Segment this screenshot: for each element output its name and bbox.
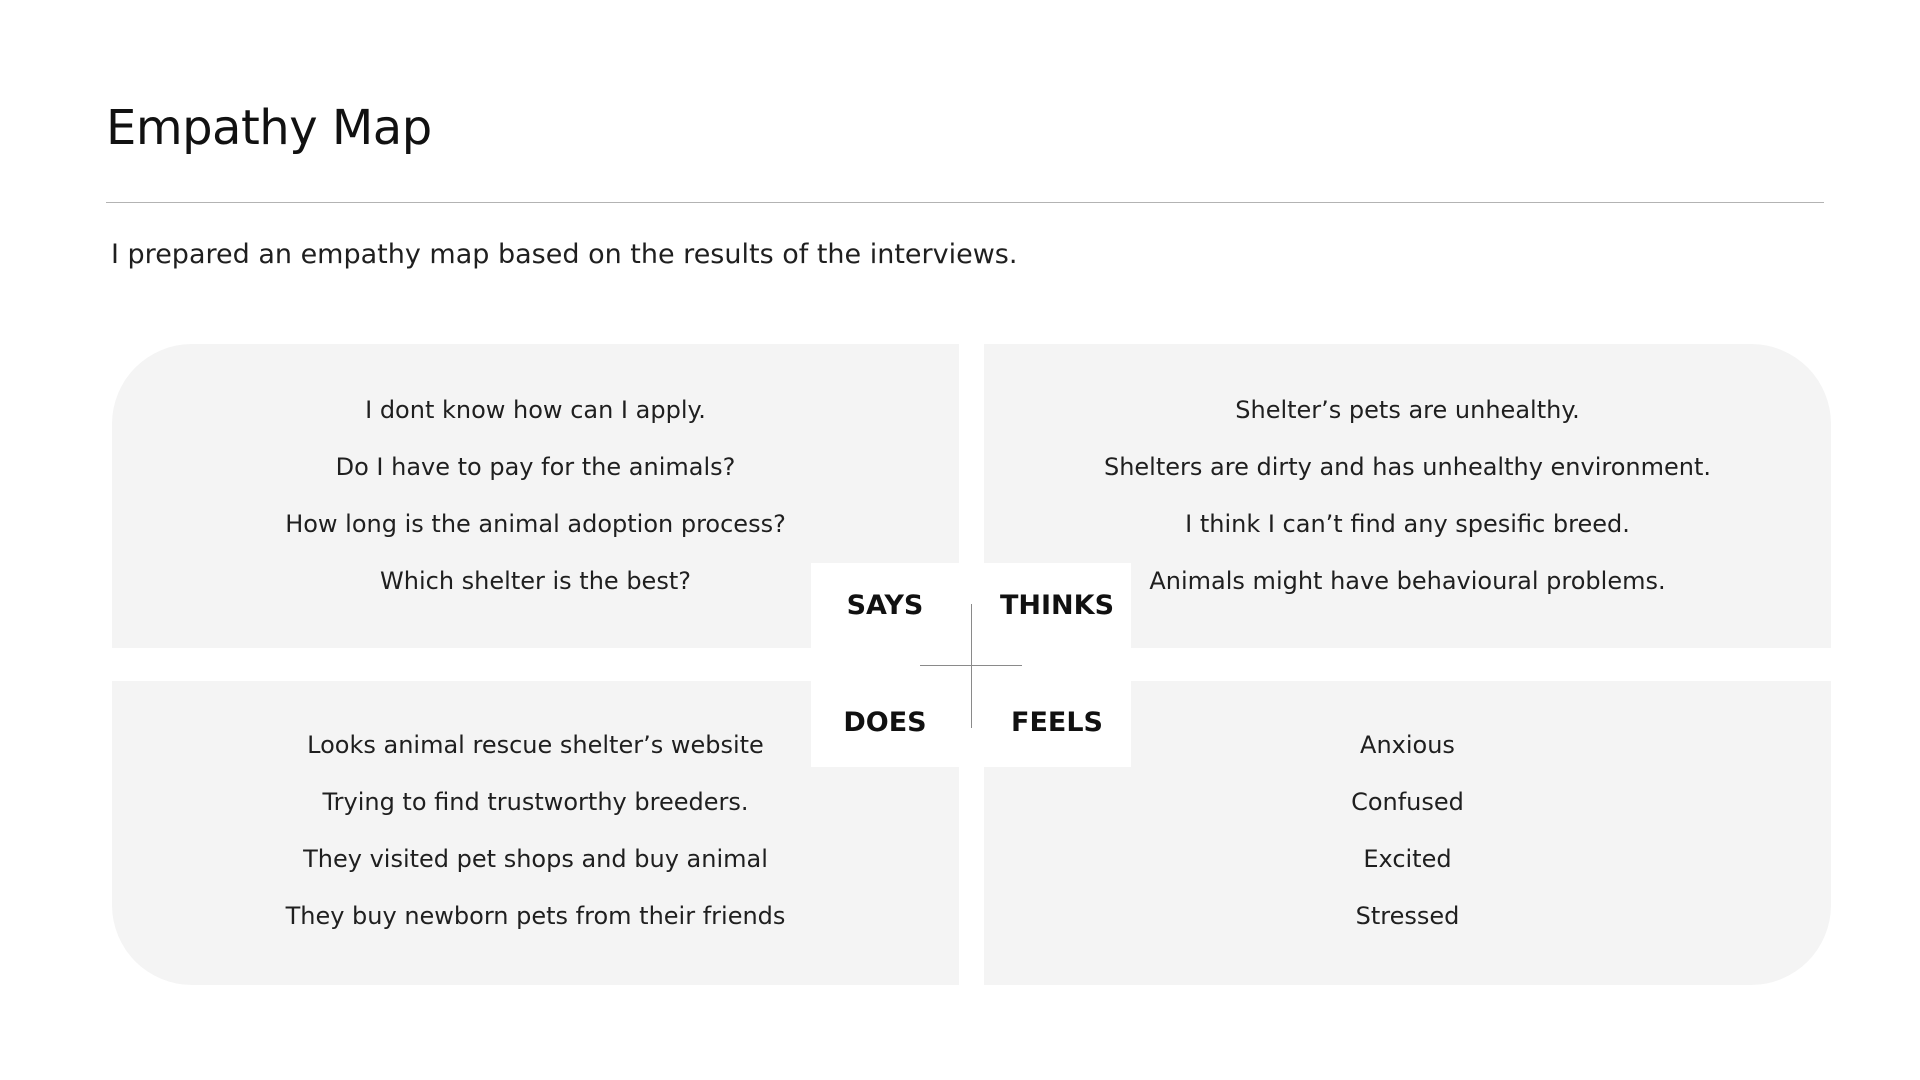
says-item: How long is the animal adoption process? bbox=[285, 510, 786, 538]
thinks-list bbox=[1104, 382, 1711, 610]
says-label: SAYS bbox=[846, 590, 924, 621]
center-cross-horizontal bbox=[920, 665, 1022, 666]
thinks-item: Animals might have behavioural problems. bbox=[1149, 567, 1666, 595]
says-item: Which shelter is the best? bbox=[380, 567, 691, 595]
does-item: They visited pet shops and buy animal bbox=[303, 845, 768, 873]
does-list bbox=[286, 717, 786, 945]
feels-item: Stressed bbox=[1355, 902, 1460, 930]
does-item: Looks animal rescue shelter’s website bbox=[307, 731, 764, 759]
thinks-item: Shelter’s pets are unhealthy. bbox=[1235, 396, 1580, 424]
does-label: DOES bbox=[843, 707, 927, 738]
says-item: Do I have to pay for the animals? bbox=[335, 453, 736, 481]
feels-item: Confused bbox=[1351, 788, 1464, 816]
center-cross-vertical bbox=[971, 604, 972, 728]
page-title: Empathy Map bbox=[106, 100, 432, 156]
title-divider bbox=[106, 202, 1824, 203]
intro-text: I prepared an empathy map based on the results of the interviews. bbox=[111, 239, 1018, 270]
says-item: I dont know how can I apply. bbox=[365, 396, 706, 424]
does-item: Trying to find trustworthy breeders. bbox=[322, 788, 749, 816]
says-list bbox=[285, 382, 786, 610]
thinks-item: I think I can’t find any spesific breed. bbox=[1185, 510, 1630, 538]
feels-item: Anxious bbox=[1360, 731, 1455, 759]
thinks-label: THINKS bbox=[999, 590, 1115, 621]
does-item: They buy newborn pets from their friends bbox=[285, 902, 786, 930]
feels-list bbox=[1351, 717, 1464, 945]
thinks-item: Shelters are dirty and has unhealthy environment. bbox=[1103, 453, 1712, 481]
feels-label: FEELS bbox=[1011, 707, 1103, 738]
feels-item: Excited bbox=[1363, 845, 1452, 873]
